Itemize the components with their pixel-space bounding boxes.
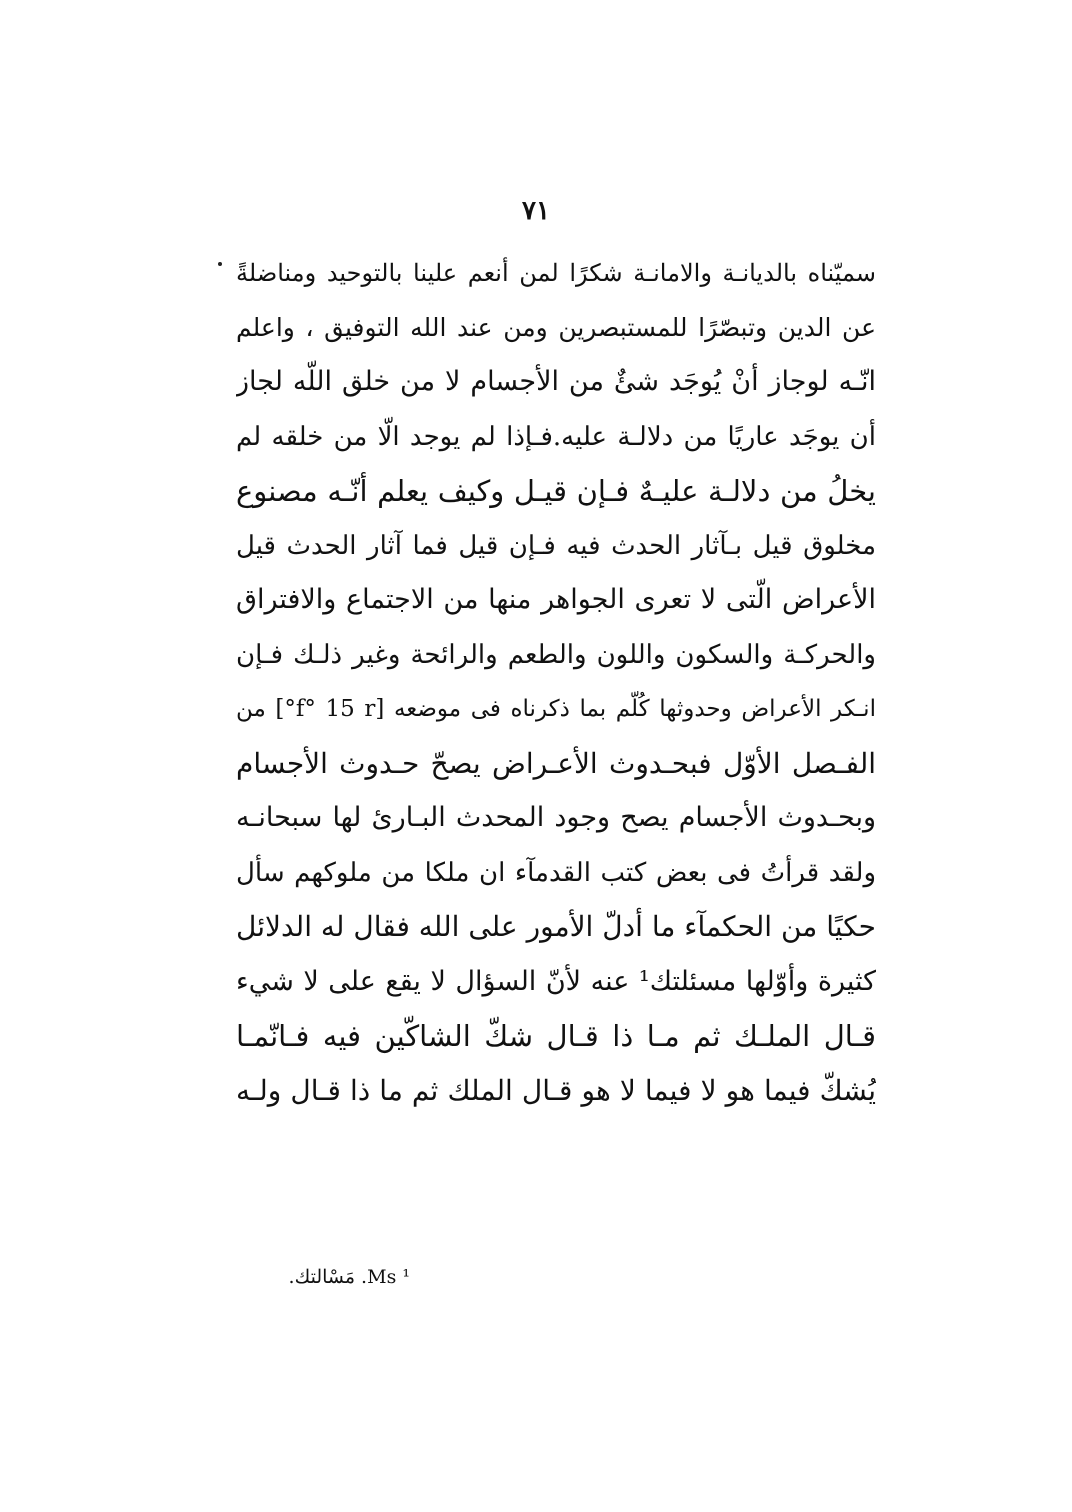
- text-line: قـال الملـك ثم مـا ذا قـال شكّ الشاكّين فيه فـانّمـا: [236, 1019, 876, 1053]
- text-line: والحركـة والسكون واللون والطعم والرائحة وغير ذلـك فـإن: [236, 639, 876, 670]
- text-line: أن يوجَد عاريًا من دلالـة عليه.فـإذا لم يوجد الّا من خلقه لم: [236, 421, 876, 452]
- stray-mark: [218, 262, 222, 266]
- page-number: ٧١: [522, 196, 550, 226]
- text-line: يُشكّ فيما هو لا فيما لا هو قـال الملك ثم ما ذا قـال ولـه: [236, 1073, 876, 1107]
- text-line: عن الدين وتبصّرًا للمستبصرين ومن عند الله التوفيق ، واعلم: [236, 312, 876, 342]
- text-line: كثيرة وأوّلها مسئلتك¹ عنه لأنّ السؤال لا يقع على لا شيء: [236, 965, 876, 997]
- text-line: مخلوق قيل بـآثار الحدث فيه فـإن قيل فما آثار الحدث قيل: [236, 530, 876, 561]
- text-line: ولقد قرأتُ فى بعض كتب القدمآء ان ملكا من ملوكهم سأل: [236, 857, 876, 888]
- body-text: [236, 246, 876, 1118]
- text-line: انـكر الأعراض وحدوثها كُلّم بما ذكرناه فى موضعه [f° 15 r°] من: [236, 696, 876, 722]
- text-line: وبحـدوث الأجسام يصح وجود المحدث البـارئ لها سبحانـه: [236, 802, 876, 833]
- text-line: حكيًا من الحكمآء ما أدلّ الأمور على الله فقال له الدلائل: [236, 910, 876, 943]
- footnote: ¹ Ms. مَسْالتك.: [288, 1266, 410, 1288]
- text-line: يخلُ من دلالـة عليـهٌ فـإن قيـل وكيف يعلم أنّـه مصنوع: [236, 474, 876, 508]
- text-line: سميّناه بالديانـة والامانـة شكرًا لمن أنعم علينا بالتوحيد ومناضلةً: [236, 259, 876, 287]
- text-line: الفـصل الأوّل فبحـدوث الأعـراض يصحّ حـدوث الأجسام: [236, 746, 876, 780]
- text-line: انّـه لوجاز أنْ يُوجَد شئٌ من الأجسام لا من خلق اللّه لجاز: [236, 366, 876, 397]
- text-line: الأعراض الّتى لا تعرى الجواهر منها من الاجتماع والافتراق: [236, 584, 876, 615]
